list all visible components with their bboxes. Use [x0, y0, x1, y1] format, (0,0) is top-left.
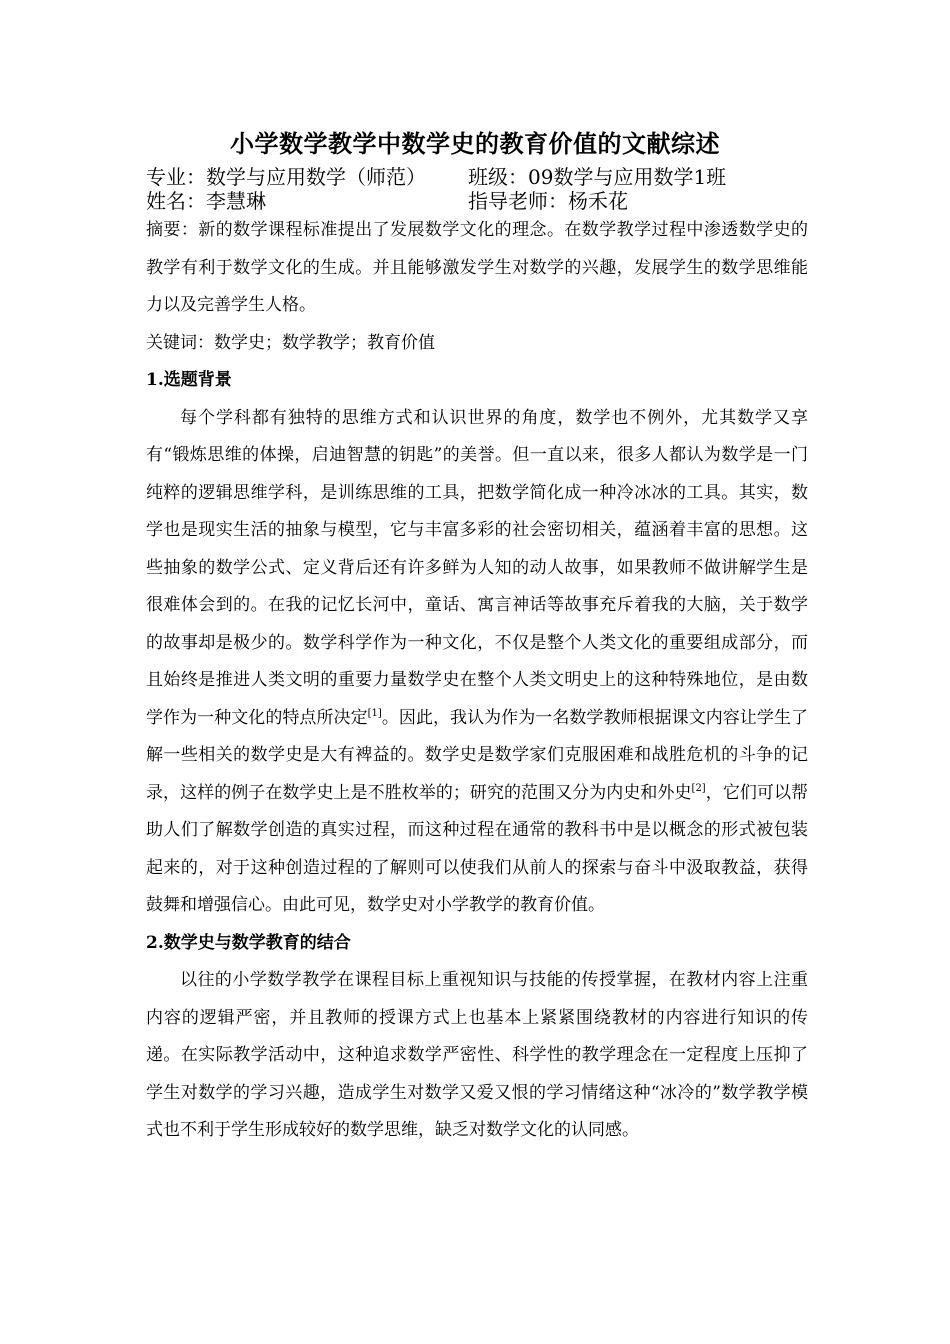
citation-2: [2] [691, 782, 706, 794]
meta-row-2 [146, 188, 628, 214]
section-2-paragraph: 以往的小学数学教学在课程目标上重视知识与技能的传授掌握，在教材内容上注重内容的逻辑严密，并且教师的授课方式上也基本上紧紧围绕教材的内容进行知识的传递。在实际教学活动中，这种追求数学严密性、科学性的教学理念在一定程度上压抑了学生对数学的学习兴趣，造成学生对数学又爱又恨的学习情绪这种“冰冷的”数学教学模式也不利于学生形成较好的数学思维，缺乏对数学文化的认同感。 [146, 970, 808, 1140]
section-1-text-part-3: ，它们可以帮助人们了解数学创造的真实过程，而这种过程在通常的教科书中是以概念的形式被包装起来的，对于这种创造过程的了解则可以使我们从前人的探索与奋斗中汲取教益，获得鼓舞和增强信心。由此可见，数学史对小学教学的教育价值。 [146, 782, 809, 915]
section-1-heading: 1.选题背景 [146, 370, 232, 390]
student-name-field: 姓名：李慧琳 [146, 189, 266, 213]
section-2-heading: 2.数学史与数学教育的结合 [146, 932, 351, 953]
document-body [146, 212, 808, 1150]
abstract: 摘要：新的数学课程标准提出了发展数学文化的理念。在数学教学过程中渗透数学史的教学有利于数学文化的生成。并且能够激发学生对数学的兴趣，发展学生的数学思维能力以及完善学生人格。 [146, 220, 808, 315]
document-title: 小学数学教学中数学史的教育价值的文献综述 [230, 129, 720, 158]
keywords: 关键词：数学史；数学教学；教育价值 [146, 332, 435, 353]
major-field: 专业：数学与应用数学（师范） [146, 165, 426, 189]
meta-row-1 [146, 164, 727, 190]
section-1-paragraph [146, 400, 808, 925]
citation-1: [1] [367, 707, 382, 719]
advisor-field: 指导老师：杨禾花 [468, 189, 628, 213]
section-1-text-part-1: 每个学科都有独特的思维方式和认识世界的角度，数学也不例外，尤其数学又享有“锻炼思维的体操，启迪智慧的钥匙”的美誉。但一直以来，很多人都认为数学是一门纯粹的逻辑思维学科，是训练思维的工具，把数学简化成一种冷冰冰的工具。其实，数学也是现实生活的抽象与模型，它与丰富多彩的社会密切相关，蕴涵着丰富的思想。这些抽象的数学公式、定义背后还有许多鲜为人知的动人故事，如果教师不做讲解学生是很难体会到的。在我的记忆长河中，童话、寓言神话等故事充斥着我的大脑，关于数学的故事却是极少的。数学科学作为一种文化，不仅是整个人类文化的重要组成部分，而且始终是推进人类文明的重要力量数学史在整个人类文明史上的这种特殊地位，是由数学作为一种文化的特点所决定 [146, 407, 808, 728]
section-1-text-part-2: 。因此，我认为作为一名数学教师根据课文内容让学生了解一些相关的数学史是大有裨益的。数学史是数学家们克服困难和战胜危机的斗争的记录，这样的例子在数学史上是不胜枚举的；研究的范围又分为内史和外史 [146, 707, 808, 803]
class-field: 班级：09数学与应用数学1班 [468, 165, 727, 189]
